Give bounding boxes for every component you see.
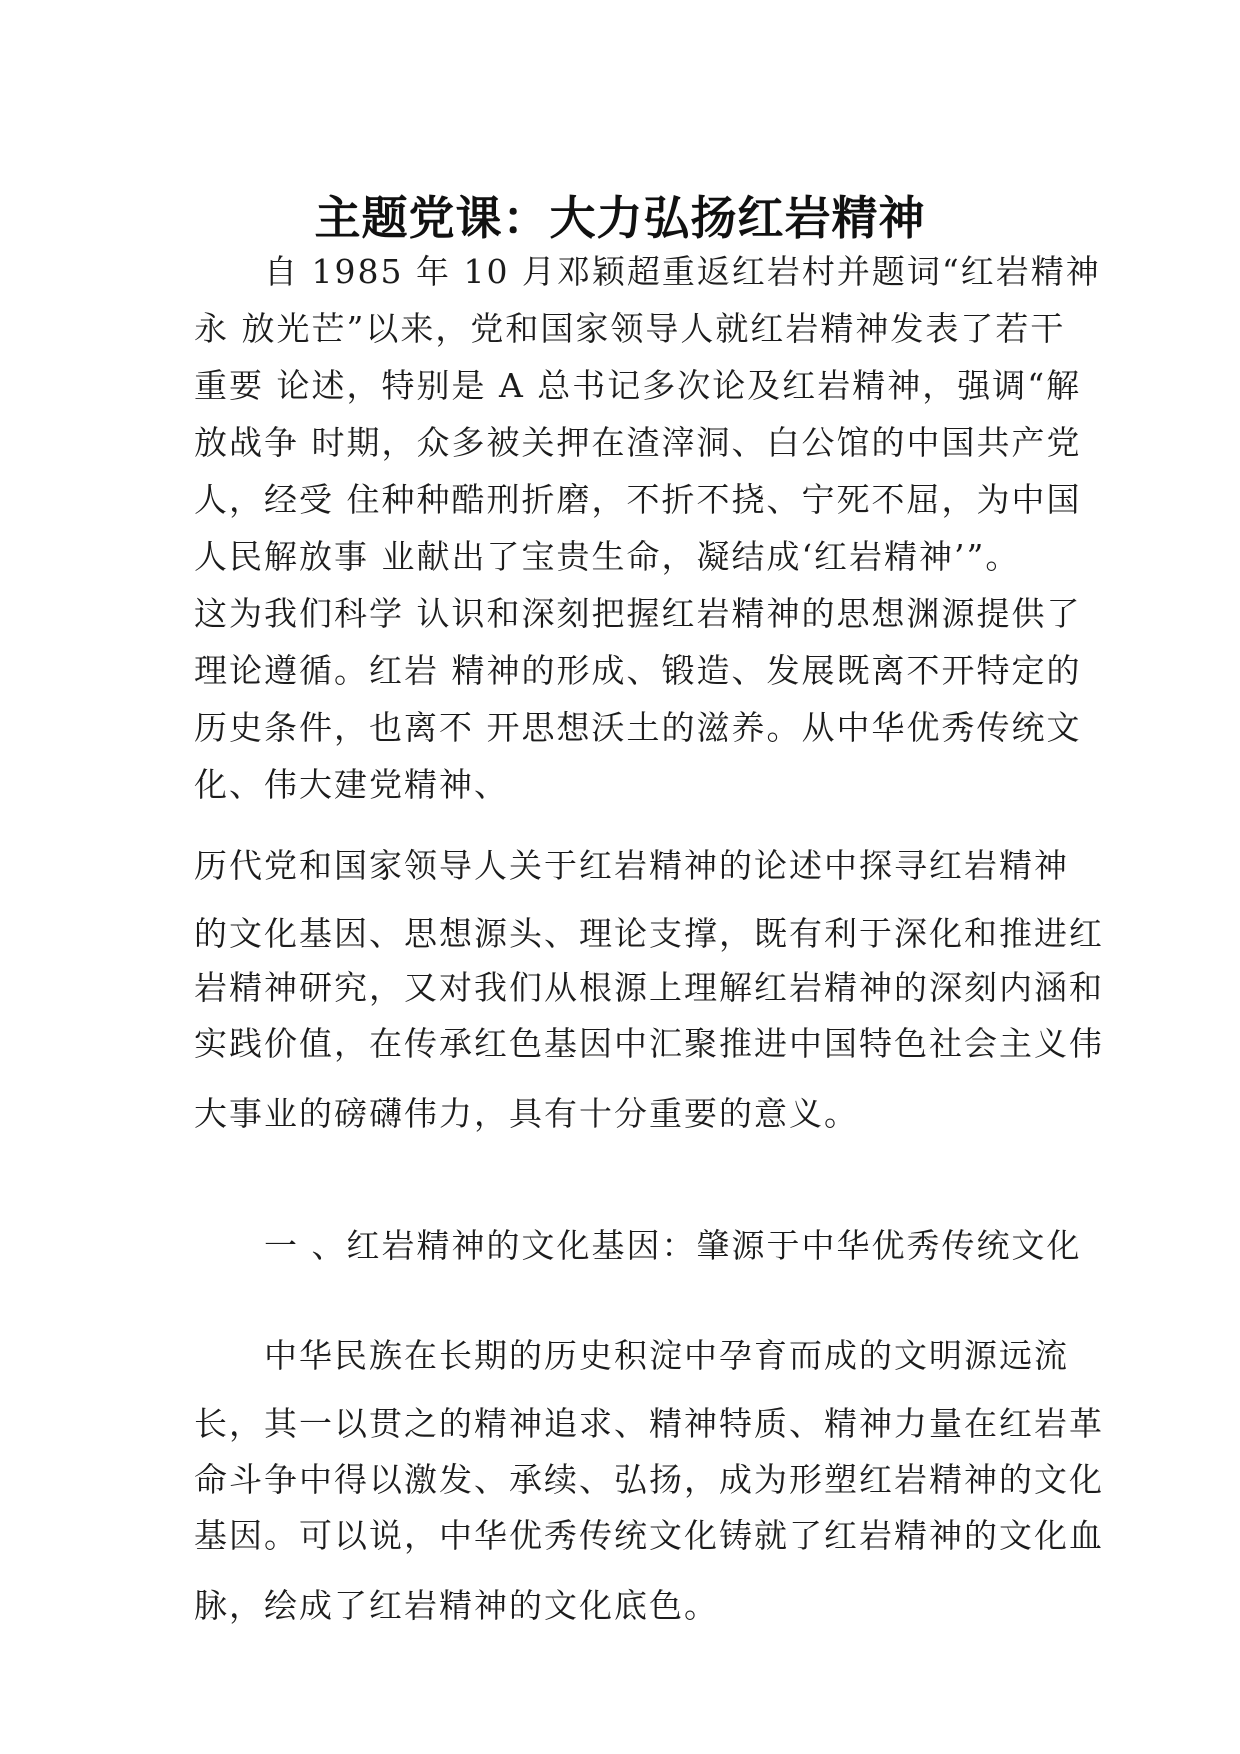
intro-cont-line-4: 实践价值，在传承红色基因中汇聚推进中国特色社会主义伟 <box>194 1024 1104 1063</box>
intro-cont-line-5: 大事业的磅礴伟力，具有十分重要的意义。 <box>194 1094 859 1133</box>
section-1-line-3: 命斗争中得以激发、承续、弘扬，成为形塑红岩精神的文化 <box>194 1460 1104 1499</box>
intro-line-4: 放战争 时期，众多被关押在渣滓洞、白公馆的中国共产党 <box>194 423 1082 462</box>
section-1-heading: 一 、红岩精神的文化基因：肇源于中华优秀传统文化 <box>264 1226 1082 1265</box>
intro-line-6: 人民解放事 业献出了宝贵生命，凝结成‘红岩精神’”。 <box>194 537 1021 576</box>
intro-line-1: 自 1985 年 10 月邓颖超重返红岩村并题词“红岩精神 <box>264 252 1101 291</box>
intro-line-3: 重要 论述，特别是 A 总书记多次论及红岩精神，强调“解 <box>194 366 1082 405</box>
intro-line-2: 永 放光芒”以来，党和国家领导人就红岩精神发表了若干 <box>194 309 1066 348</box>
section-1-line-2: 长，其一以贯之的精神追求、精神特质、精神力量在红岩革 <box>194 1404 1104 1443</box>
intro-line-8: 理论遵循。红岩 精神的形成、锻造、发展既离不开特定的 <box>194 651 1082 690</box>
intro-line-5: 人，经受 住种种酷刑折磨，不折不挠、宁死不屈，为中国 <box>194 480 1082 519</box>
intro-line-9: 历史条件，也离不 开思想沃土的滋养。从中华优秀传统文 <box>194 708 1082 747</box>
section-1-line-5: 脉，绘成了红岩精神的文化底色。 <box>194 1586 719 1625</box>
document-title: 主题党课：大力弘扬红岩精神 <box>314 191 926 245</box>
intro-cont-line-3: 岩精神研究，又对我们从根源上理解红岩精神的深刻内涵和 <box>194 968 1104 1007</box>
intro-line-10: 化、伟大建党精神、 <box>194 765 509 804</box>
intro-cont-line-2: 的文化基因、思想源头、理论支撑，既有利于深化和推进红 <box>194 914 1104 953</box>
section-1-line-4: 基因。可以说，中华优秀传统文化铸就了红岩精神的文化血 <box>194 1516 1104 1555</box>
intro-line-7: 这为我们科学 认识和深刻把握红岩精神的思想渊源提供了 <box>194 594 1082 633</box>
intro-cont-line-1: 历代党和国家领导人关于红岩精神的论述中探寻红岩精神 <box>194 846 1069 885</box>
section-1-line-1: 中华民族在长期的历史积淀中孕育而成的文明源远流 <box>264 1336 1069 1375</box>
